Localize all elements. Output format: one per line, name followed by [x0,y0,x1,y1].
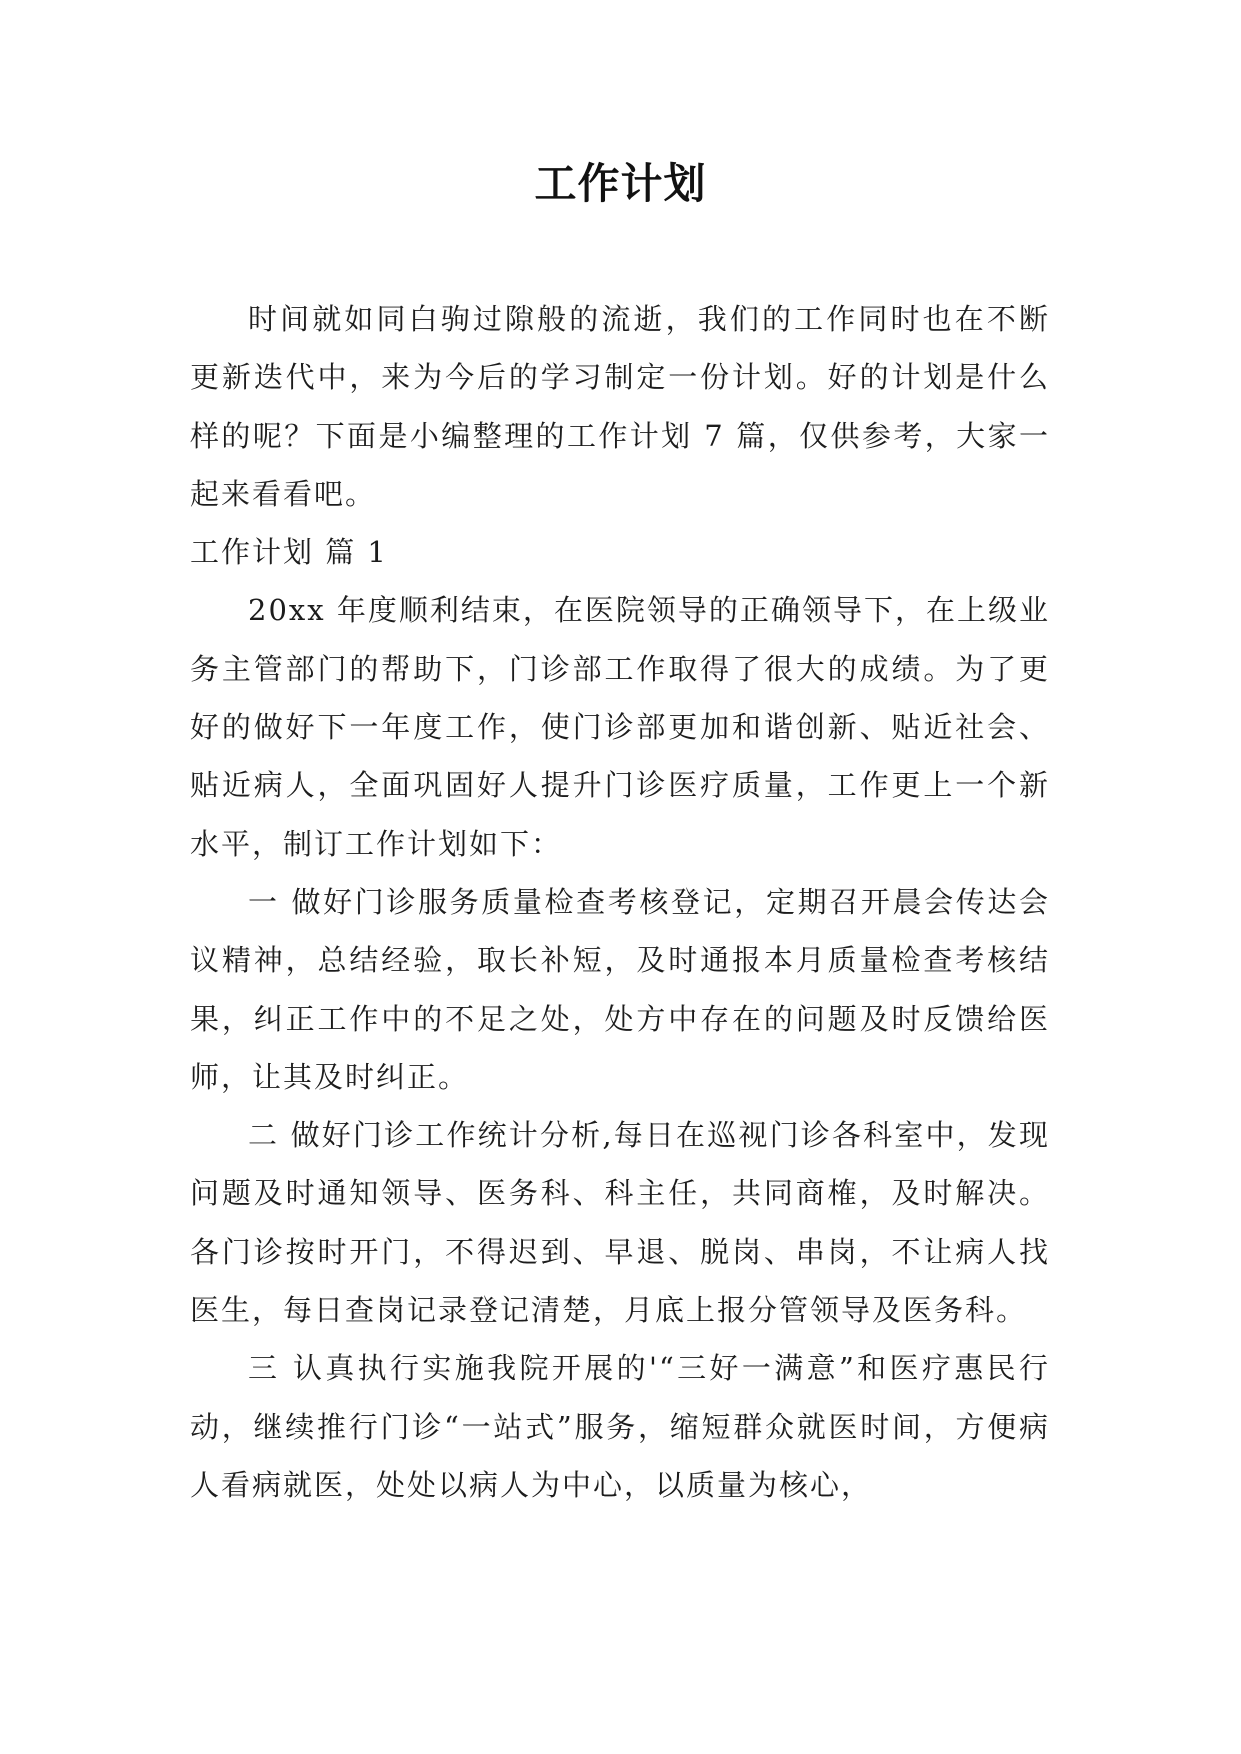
intro-paragraph: 时间就如同白驹过隙般的流逝，我们的工作同时也在不断更新迭代中，来为今后的学习制定一份计划。好的计划是什么样的呢？下面是小编整理的工作计划 7 篇，仅供参考，大家一起来看看吧。 [190,302,1050,511]
body-paragraph: 一 做好门诊服务质量检查考核登记，定期召开晨会传达会议精神，总结经验，取长补短，及时通报本月质量检查考核结果，纠正工作中的不足之处，处方中存在的问题及时反馈给医师，让其及时纠正。 [190,884,1050,1094]
document-body [190,290,1050,1514]
body-paragraph: 20xx 年度顺利结束，在医院领导的正确领导下，在上级业务主管部门的帮助下，门诊部工作取得了很大的成绩。为了更好的做好下一年度工作，使门诊部更加和谐创新、贴近社会、贴近病人，全面巩固好人提升门诊医疗质量，工作更上一个新水平，制订工作计划如下： [190,593,1050,861]
body-paragraph: 三 认真执行实施我院开展的'“三好一满意”和医疗惠民行动，继续推行门诊“一站式”服务，缩短群众就医时间，方便病人看病就医，处处以病人为中心，以质量为核心， [190,1351,1050,1502]
body-paragraph: 二 做好门诊工作统计分析,每日在巡视门诊各科室中，发现问题及时通知领导、医务科、科主任，共同商榷，及时解决。各门诊按时开门，不得迟到、早退、脱岗、串岗，不让病人找医生，每日查岗记录登记清楚，月底上报分管领导及医务科。 [190,1118,1050,1328]
document-title: 工作计划 [534,159,707,208]
section-heading: 工作计划 篇 1 [190,535,388,570]
